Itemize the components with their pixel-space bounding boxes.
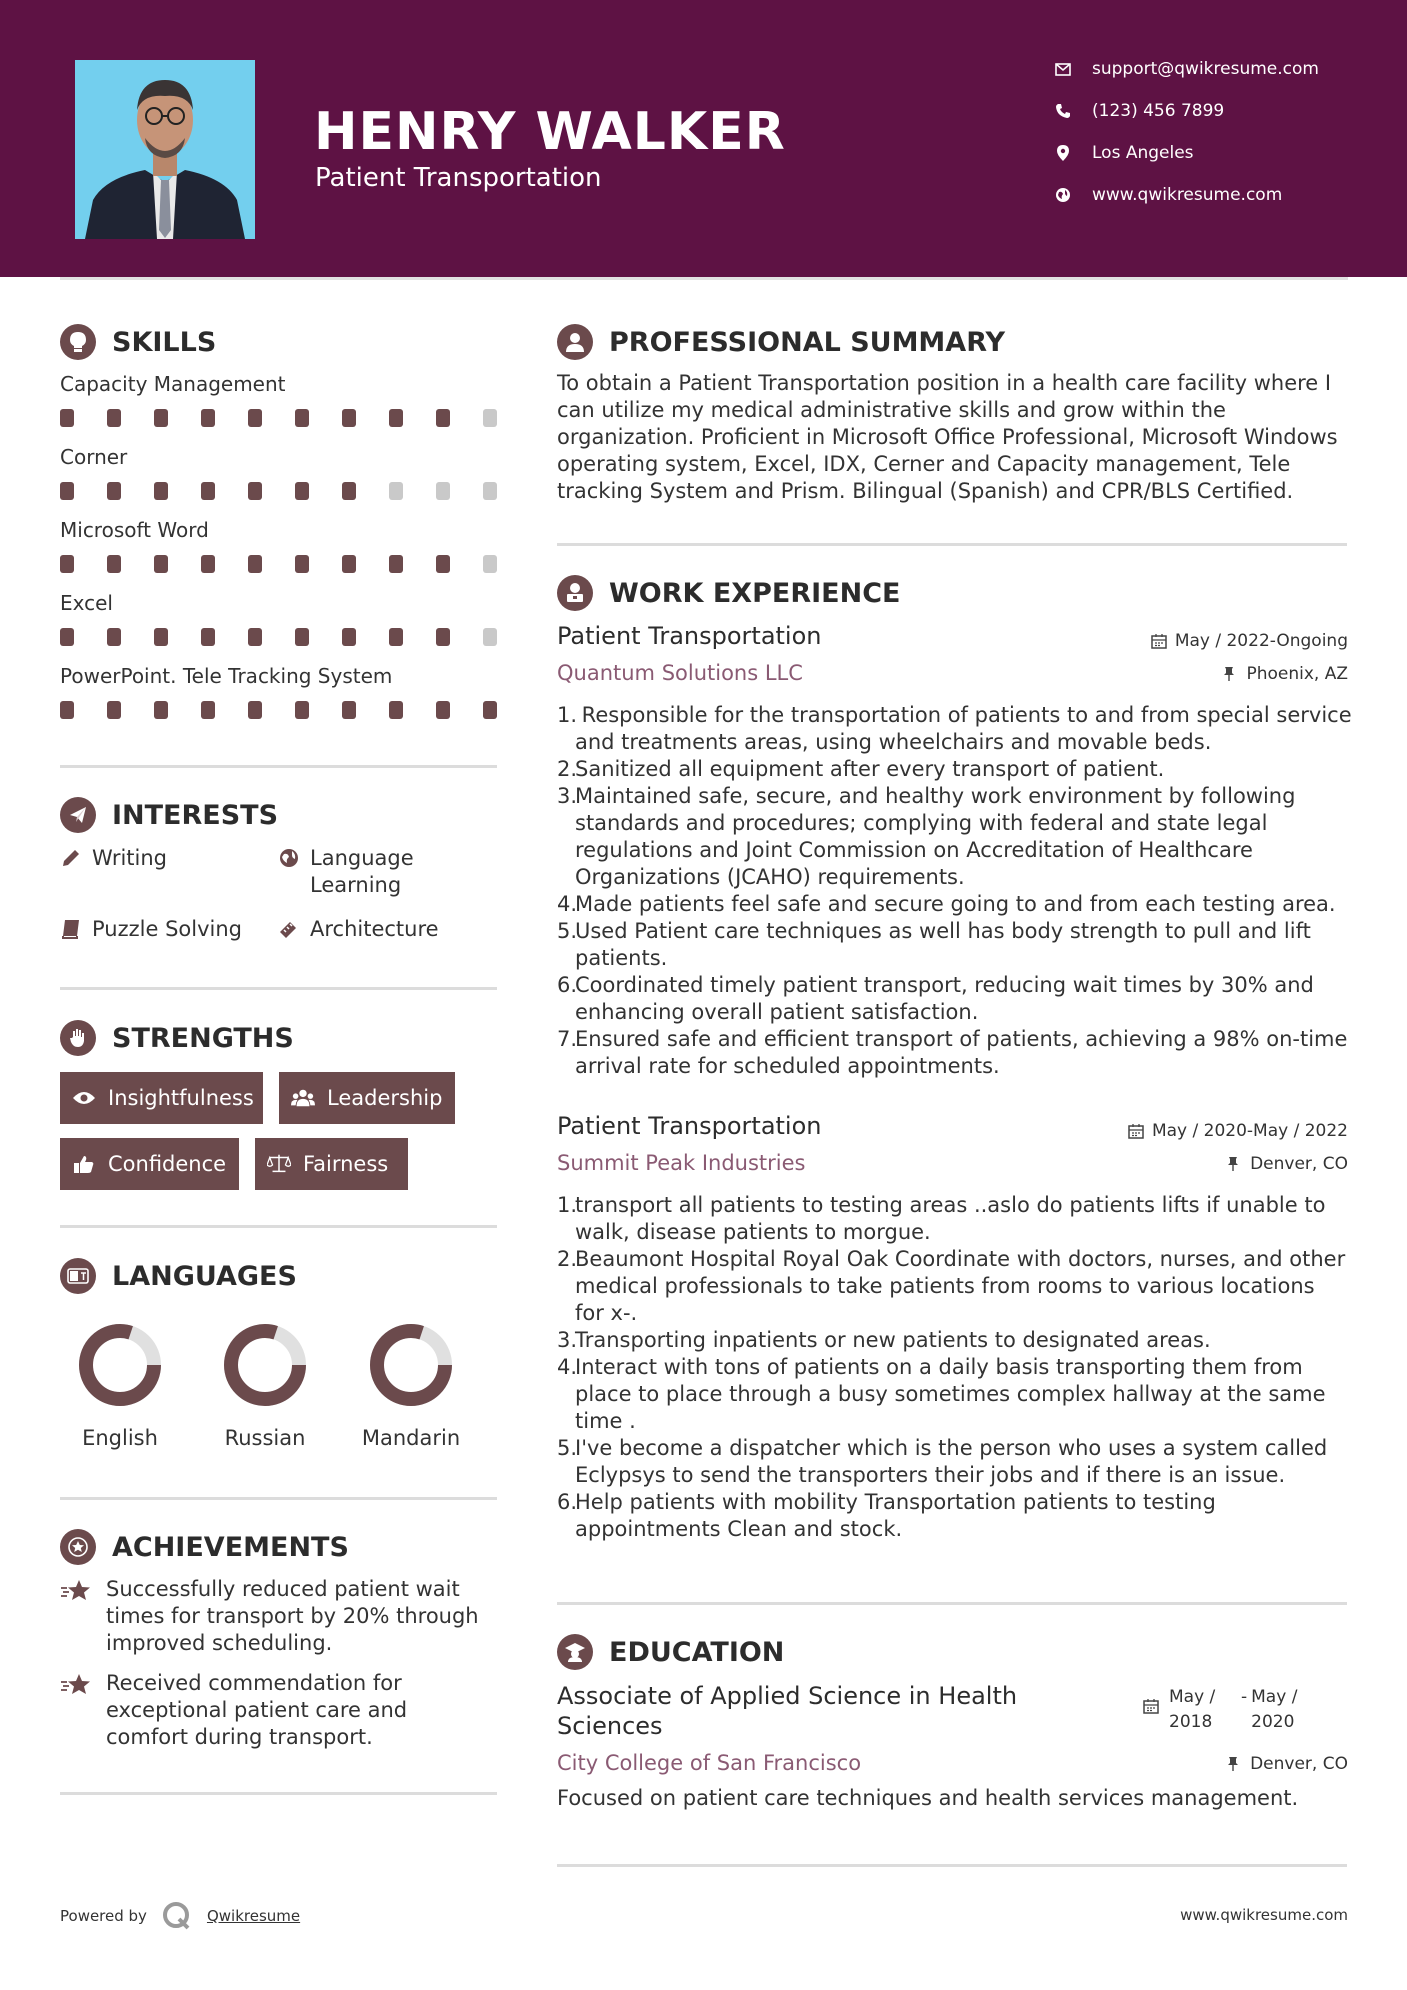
rating-dot-filled (60, 701, 74, 719)
rating-dot-filled (154, 701, 168, 719)
bullet-item: 7. Ensured safe and efficient transport of patients, achieving a 98% on-time arrival rate for scheduled appointments. (557, 1027, 1348, 1078)
rating-dot-filled (342, 628, 356, 646)
language-proficiency-ring (368, 1322, 454, 1408)
bullet-item: 3. Maintained safe, secure, and healthy work environment by following standards and procedures; complying with federal and state legal regulations and Joint Commission on Accreditation of Healthcare Organizations (JCAHO) requirements. (557, 784, 1296, 889)
rating-dot-empty (483, 628, 497, 646)
contact-location: Los Angeles (1054, 140, 1354, 166)
rating-dot-filled (60, 409, 74, 427)
contact-email[interactable]: support@qwikresume.com (1054, 56, 1354, 82)
rating-dot-filled (201, 482, 215, 500)
rating-dot-empty (436, 482, 450, 500)
star-icon (60, 1578, 92, 1604)
summary-text: To obtain a Patient Transportation position in a health care facility where I can utilize my medical administrative skills and grow within the organization. Proficient in Microsoft Office Professional, Microsoft Windows operating system, Excel, IDX, Cerner and Capacity management, Tele tracking System and Prism. Bilingual (Spanish) and CPR/BLS Certified. (557, 371, 1338, 503)
rating-dot-filled (201, 628, 215, 646)
strength-chip-leadership: Leadership (279, 1072, 455, 1124)
education-school: City College of San Francisco (557, 1751, 862, 1775)
candidate-role: Patient Transportation (315, 163, 602, 193)
bullet-item: 1. transport all patients to testing areas ..aslo do patients lifts if unable to walk, disease patients to morgue. (557, 1193, 1326, 1244)
rating-dot-filled (389, 409, 403, 427)
bullet-item: 2. Sanitized all equipment after every transport of patient. (557, 757, 1165, 781)
language-label: Russian (224, 1426, 306, 1450)
skill-rating (60, 701, 500, 719)
rating-dot-filled (107, 628, 121, 646)
rating-dot-filled (107, 482, 121, 500)
bullet-item: 1. Responsible for the transportation of patients to and from special service and treatments areas, using wheelchairs and movable beds. (557, 703, 1352, 754)
job-location: Phoenix, AZ (1222, 664, 1348, 684)
achievements-heading: ACHIEVEMENTS (60, 1529, 349, 1565)
rating-dot-filled (483, 701, 497, 719)
rating-dot-filled (342, 701, 356, 719)
rating-dot-filled (342, 409, 356, 427)
language-icon (60, 1258, 96, 1294)
envelope-icon (1054, 60, 1072, 78)
job-dates: May / 2022-Ongoing (1151, 631, 1348, 651)
strength-chip-insightfulness: Insightfulness (60, 1072, 263, 1124)
footer-website[interactable]: www.qwikresume.com (1180, 1906, 1348, 1924)
user-icon (557, 324, 593, 360)
contact-website[interactable]: www.qwikresume.com (1054, 182, 1354, 208)
rating-dot-filled (436, 555, 450, 573)
skill-name: Microsoft Word (60, 518, 209, 542)
bullet-item: 5. I've become a dispatcher which is the person who uses a system called Eclypsys to send the transporters their jobs and if there is an issue. (557, 1436, 1328, 1487)
rating-dot-filled (154, 482, 168, 500)
rating-dot-filled (60, 555, 74, 573)
rating-dot-filled (389, 701, 403, 719)
job-company: Quantum Solutions LLC (557, 661, 803, 685)
divider (557, 1602, 1347, 1605)
rating-dot-filled (436, 701, 450, 719)
language-label: English (82, 1426, 158, 1450)
rating-dot-filled (60, 628, 74, 646)
skill-name: Capacity Management (60, 372, 286, 396)
rating-dot-empty (483, 482, 497, 500)
skill-name: PowerPoint. Tele Tracking System (60, 664, 393, 688)
strength-chip-fairness: Fairness (255, 1138, 408, 1190)
scale-icon (267, 1153, 291, 1175)
language-label: Mandarin (361, 1426, 461, 1450)
divider (557, 1864, 1347, 1867)
education-description: Focused on patient care techniques and health services management. (557, 1786, 1299, 1810)
rating-dot-filled (342, 482, 356, 500)
rating-dot-filled (154, 555, 168, 573)
rating-dot-filled (201, 555, 215, 573)
achievement-item: Successfully reduced patient wait times for transport by 20% through improved scheduling. (60, 1576, 500, 1657)
rating-dot-filled (436, 628, 450, 646)
experience-heading: WORK EXPERIENCE (557, 575, 900, 611)
pencil-icon (60, 847, 82, 869)
interest-writing: Writing (60, 845, 167, 872)
star-icon (60, 1672, 92, 1698)
map-pin-icon (1054, 144, 1072, 162)
rating-dot-filled (248, 482, 262, 500)
book-icon (60, 918, 82, 940)
education-dates: May / 2018 - May / 2020 (1143, 1685, 1297, 1735)
job-bullets (557, 702, 1353, 1080)
lightbulb-icon (60, 324, 96, 360)
rating-dot-filled (154, 628, 168, 646)
hand-icon (60, 1020, 96, 1056)
education-end: May / 2020 (1251, 1687, 1298, 1732)
job-title: Patient Transportation (557, 1112, 822, 1140)
job-bullets (557, 1192, 1353, 1543)
qwikresume-logo-icon (161, 1900, 193, 1932)
eye-icon (72, 1087, 96, 1109)
skill-name: Excel (60, 591, 113, 615)
pushpin-icon (1222, 666, 1238, 682)
rating-dot-filled (248, 555, 262, 573)
calendar-icon (1143, 1697, 1159, 1713)
divider (557, 543, 1347, 546)
bullet-item: 6. Help patients with mobility Transportation patients to testing appointments Clean and stock. (557, 1490, 1216, 1541)
skill-rating (60, 555, 500, 573)
rating-dot-filled (342, 555, 356, 573)
interest-architecture: Architecture (278, 916, 439, 943)
skill-rating (60, 409, 500, 427)
rating-dot-filled (107, 555, 121, 573)
education-start: May / 2018 (1169, 1687, 1216, 1732)
rating-dot-filled (154, 409, 168, 427)
star-badge-icon (60, 1529, 96, 1565)
calendar-icon (1128, 1123, 1144, 1139)
divider (60, 765, 497, 768)
education-location: Denver, CO (1226, 1754, 1348, 1774)
globe-icon (278, 847, 300, 869)
rating-dot-empty (483, 555, 497, 573)
skill-rating (60, 628, 500, 646)
interest-language-learning: Language Learning (278, 845, 414, 899)
divider (60, 1497, 497, 1500)
skill-rating (60, 482, 500, 500)
job-location: Denver, CO (1226, 1154, 1348, 1174)
rating-dot-filled (295, 628, 309, 646)
divider (60, 987, 497, 990)
pushpin-icon (1226, 1156, 1242, 1172)
rating-dot-filled (295, 555, 309, 573)
users-icon (291, 1087, 315, 1109)
divider (60, 1792, 497, 1795)
calendar-icon (1151, 633, 1167, 649)
education-heading: EDUCATION (557, 1634, 784, 1670)
ruler-icon (278, 918, 300, 940)
phone-icon (1054, 102, 1072, 120)
bullet-item: 4. Made patients feel safe and secure going to and from each testing area. (557, 892, 1336, 916)
rating-dot-filled (295, 701, 309, 719)
strength-chip-confidence: Confidence (60, 1138, 239, 1190)
rating-dot-filled (436, 409, 450, 427)
job-company: Summit Peak Industries (557, 1151, 806, 1175)
candidate-name: HENRY WALKER (314, 102, 786, 162)
job-dates: May / 2020-May / 2022 (1128, 1121, 1348, 1141)
summary-heading: PROFESSIONAL SUMMARY (557, 324, 1005, 360)
rating-dot-filled (295, 409, 309, 427)
graduation-icon (557, 1634, 593, 1670)
education-degree: Associate of Applied Science in Health Sciences (557, 1682, 1018, 1740)
rating-dot-filled (389, 555, 403, 573)
bullet-item: 6. Coordinated timely patient transport, reducing wait times by 30% and enhancing overall patient satisfaction. (557, 973, 1314, 1024)
achievement-item: Received commendation for exceptional patient care and comfort during transport. (60, 1670, 500, 1751)
rating-dot-filled (248, 701, 262, 719)
footer-powered-by: Powered by Qwikresume (60, 1900, 300, 1932)
interest-puzzle-solving: Puzzle Solving (60, 916, 242, 943)
contact-phone[interactable]: (123) 456 7899 (1054, 98, 1354, 124)
rating-dot-filled (201, 409, 215, 427)
rating-dot-filled (248, 628, 262, 646)
rating-dot-filled (295, 482, 309, 500)
languages-heading: LANGUAGES (60, 1258, 297, 1294)
rating-dot-filled (248, 409, 262, 427)
paper-plane-icon (60, 797, 96, 833)
rating-dot-filled (201, 701, 215, 719)
job-title: Patient Transportation (557, 622, 822, 650)
rating-dot-empty (389, 482, 403, 500)
rating-dot-filled (107, 701, 121, 719)
bullet-item: 2. Beaumont Hospital Royal Oak Coordinate with doctors, nurses, and other medical professionals to take patients from rooms to various locations for x-. (557, 1247, 1346, 1325)
rating-dot-filled (389, 628, 403, 646)
language-proficiency-ring (222, 1322, 308, 1408)
interests-heading: INTERESTS (60, 797, 278, 833)
qwikresume-link[interactable]: Qwikresume (206, 1907, 301, 1925)
header-banner (0, 0, 1407, 277)
profile-photo (75, 60, 255, 239)
divider (60, 1225, 497, 1228)
bullet-item: 5. Used Patient care techniques as well has body strength to pull and lift patients. (557, 919, 1311, 970)
skill-name: Corner (60, 445, 128, 469)
rating-dot-filled (60, 482, 74, 500)
skills-heading: SKILLS (60, 324, 216, 360)
bullet-item: 3. Transporting inpatients or new patients to designated areas. (557, 1328, 1211, 1352)
pushpin-icon (1226, 1756, 1242, 1772)
thumbs-up-icon (72, 1153, 96, 1175)
globe-icon (1054, 186, 1072, 204)
header-divider (60, 277, 1348, 280)
language-proficiency-ring (77, 1322, 163, 1408)
rating-dot-empty (483, 409, 497, 427)
rating-dot-filled (107, 409, 121, 427)
bullet-item: 4. Interact with tons of patients on a daily basis transporting them from place to place through a busy sometimes complex hallway at the same time . (557, 1355, 1326, 1433)
strengths-heading: STRENGTHS (60, 1020, 294, 1056)
briefcase-icon (557, 575, 593, 611)
